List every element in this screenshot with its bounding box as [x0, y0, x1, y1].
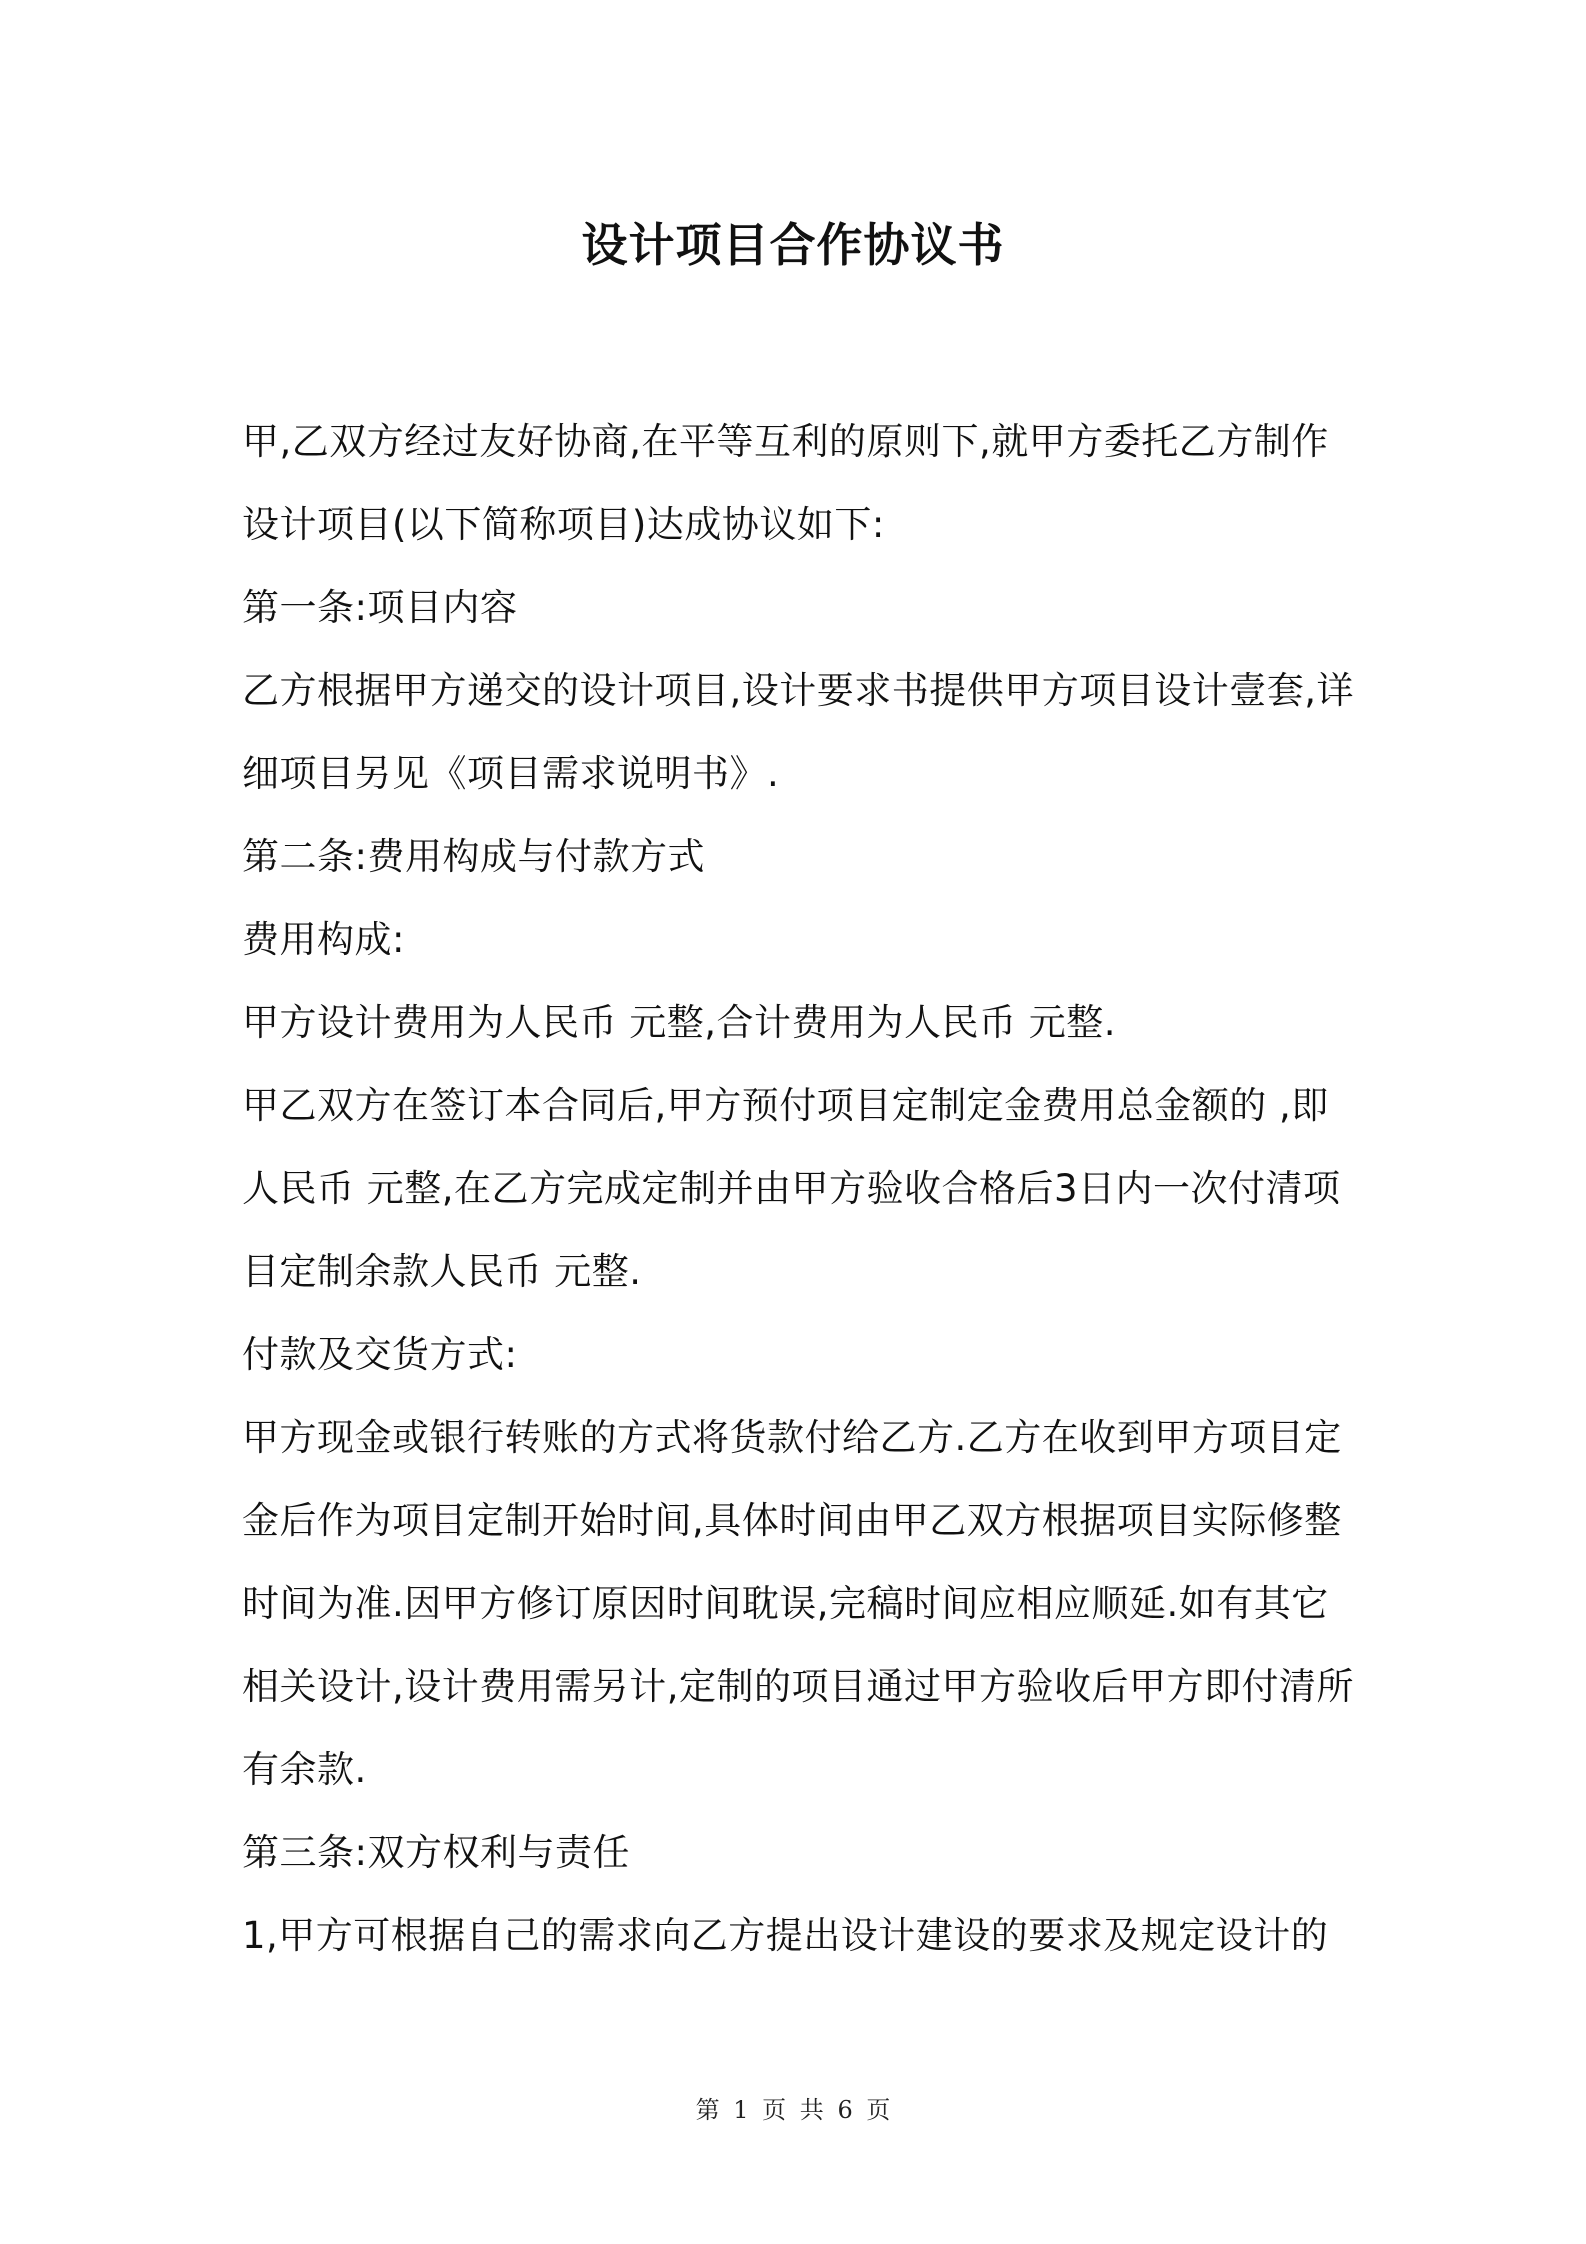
- paragraph-line: 甲方现金或银行转账的方式将货款付给乙方.乙方在收到甲方项目定: [242, 1416, 1342, 1459]
- section-heading: 第二条:费用构成与付款方式: [242, 835, 705, 878]
- paragraph-line: 目定制余款人民币 元整.: [242, 1250, 642, 1293]
- subheading: 付款及交货方式:: [242, 1333, 518, 1376]
- section-heading: 第三条:双方权利与责任: [242, 1831, 630, 1874]
- paragraph-line: 1,甲方可根据自己的需求向乙方提出设计建设的要求及规定设计的: [242, 1914, 1329, 1957]
- paragraph-line: 甲,乙双方经过友好协商,在平等互利的原则下,就甲方委托乙方制作: [242, 420, 1329, 463]
- document-body: [242, 400, 1362, 1977]
- paragraph-line: 甲乙双方在签订本合同后,甲方预付项目定制定金费用总金额的 ,即: [242, 1084, 1329, 1127]
- paragraph-line: 时间为准.因甲方修订原因时间耽误,完稿时间应相应顺延.如有其它: [242, 1582, 1329, 1625]
- paragraph-line: 甲方设计费用为人民币 元整,合计费用为人民币 元整.: [242, 1001, 1117, 1044]
- section-heading: 第一条:项目内容: [242, 586, 518, 629]
- paragraph-line: 金后作为项目定制开始时间,具体时间由甲乙双方根据项目实际修整: [242, 1499, 1342, 1542]
- paragraph-line: 人民币 元整,在乙方完成定制并由甲方验收合格后3日内一次付清项: [242, 1167, 1341, 1210]
- subheading: 费用构成:: [242, 918, 405, 961]
- paragraph-line: 设计项目(以下简称项目)达成协议如下:: [242, 503, 885, 546]
- page-number-footer: 第 1 页 共 6 页: [695, 2096, 891, 2124]
- document-title: 设计项目合作协议书: [581, 218, 1005, 272]
- paragraph-line: 相关设计,设计费用需另计,定制的项目通过甲方验收后甲方即付清所: [242, 1665, 1355, 1708]
- paragraph-line: 细项目另见《项目需求说明书》.: [242, 752, 780, 795]
- paragraph-line: 乙方根据甲方递交的设计项目,设计要求书提供甲方项目设计壹套,详: [242, 669, 1355, 712]
- paragraph-line: 有余款.: [242, 1748, 367, 1791]
